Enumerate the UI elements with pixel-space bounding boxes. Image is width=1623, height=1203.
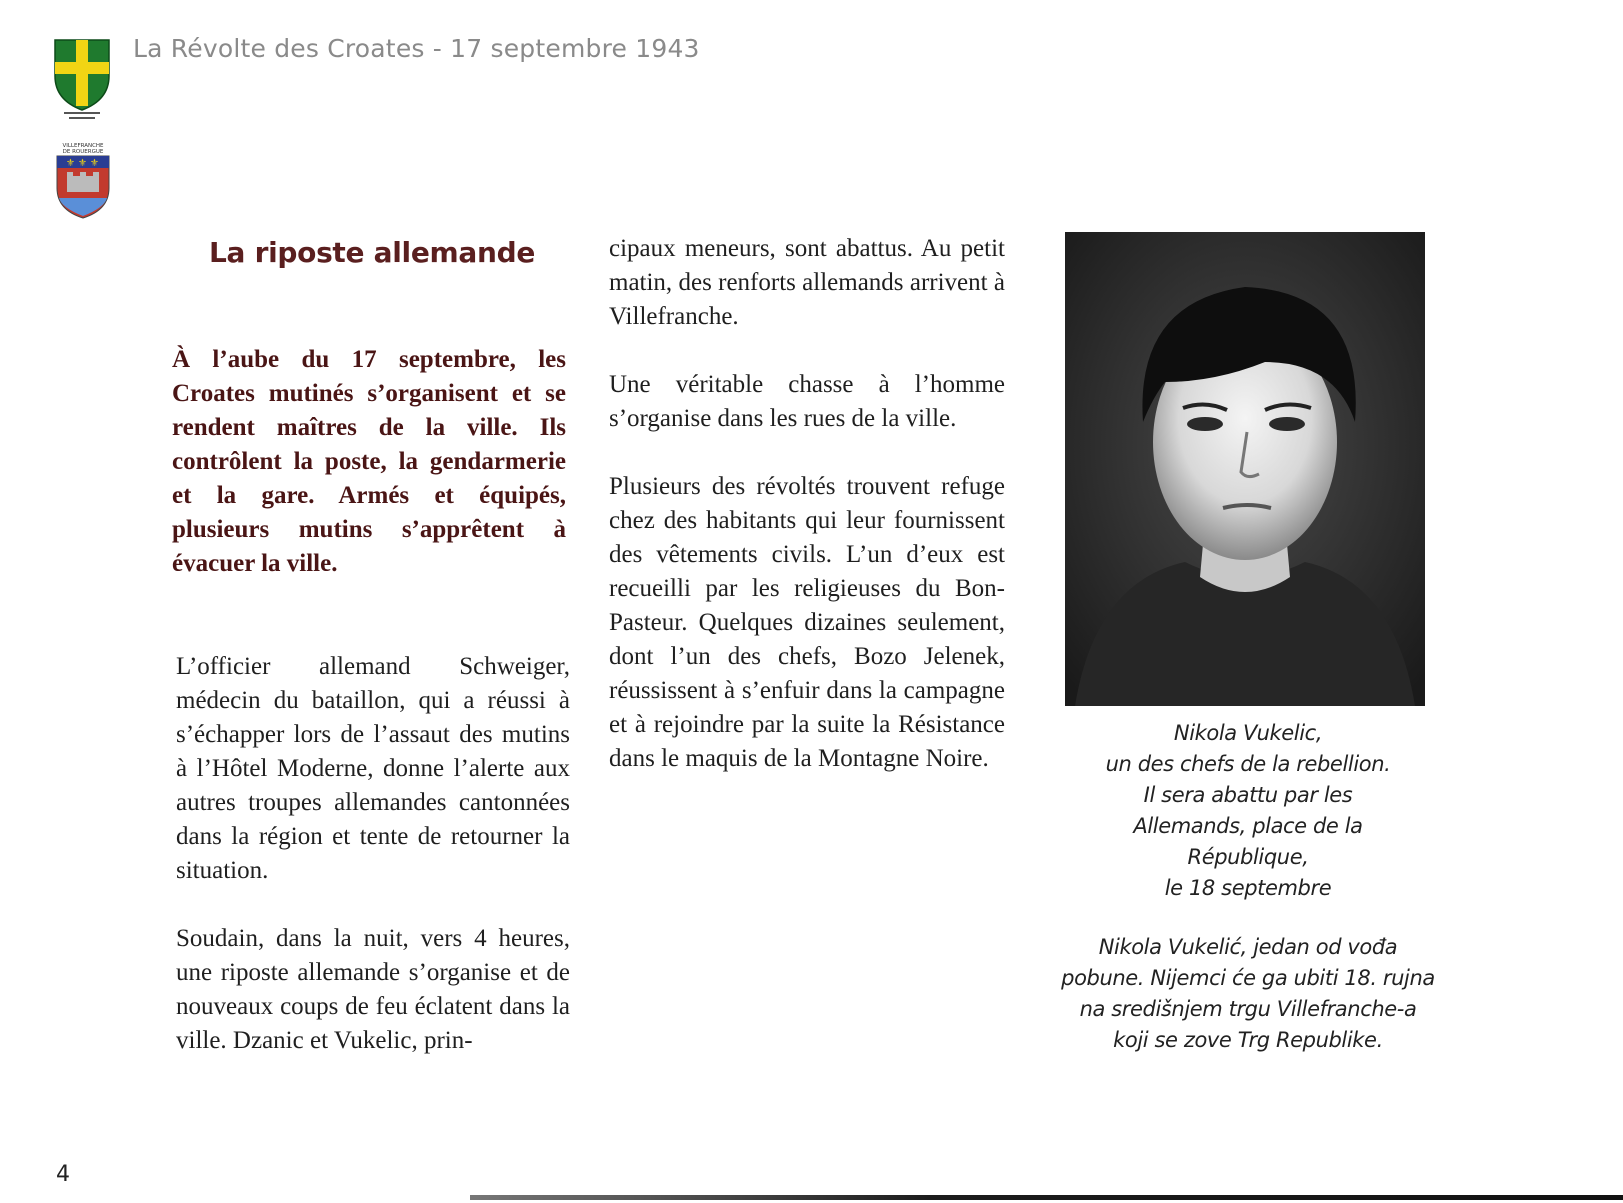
- page-header-title: La Révolte des Croates - 17 septembre 1943: [133, 34, 700, 63]
- caption-hr-line: koji se zove Trg Republike.: [1113, 1028, 1383, 1052]
- caption-fr-line: un des chefs de la rebellion.: [1105, 752, 1391, 776]
- paragraph-schweiger: L’officier allemand Schweiger, médecin du bataillon, qui a réussi à s’échapper lors de l’assaut des mutins à l’Hôtel Moderne, donne l’alerte aux autres troupes allemandes cantonnées dans la région et tente de retourner la situation.: [176, 653, 570, 884]
- paragraph-riposte-end: cipaux meneurs, sont abattus. Au petit matin, des renforts allemands arrivent à Villefranche.: [609, 235, 1005, 330]
- caption-hr-line: pobune. Nijemci će ga ubiti 18. rujna: [1061, 966, 1435, 990]
- intro-paragraph: [172, 343, 566, 581]
- section-heading: La riposte allemande: [209, 236, 536, 269]
- photo-caption: [1058, 718, 1438, 1056]
- paragraph-refuge: Plusieurs des révoltés trouvent refuge chez des habitants qui leur fournissent des vêtements civils. L’un d’eux est recueilli par les religieuses du Bon-Pasteur. Quelques dizaines seulement, dont l’un des chefs, Bozo Jelenek, réussissent à s’enfuir dans la campagne et à rejoindre par la suite la Résistance dans le maquis de la Montagne Noire.: [609, 473, 1005, 772]
- svg-text:⚜: ⚜: [78, 158, 87, 169]
- middle-column: [609, 232, 1005, 776]
- crest-label-line1: VILLEFRANCHE: [62, 143, 104, 149]
- caption-fr-line: Il sera abattu par les: [1143, 783, 1353, 807]
- svg-text:⚜: ⚜: [90, 158, 99, 169]
- crest-label-line2: DE ROUERGUE: [62, 149, 104, 155]
- bottom-rule: [470, 1195, 1623, 1200]
- caption-hr-line: Nikola Vukelić, jedan od vođa: [1098, 935, 1398, 959]
- caption-fr-line: le 18 septembre: [1164, 876, 1332, 900]
- paragraph-manhunt: Une véritable chasse à l’homme s’organise dans les rues de la ville.: [609, 371, 1005, 432]
- town-shield-icon: [54, 142, 112, 220]
- caption-hr-line: na središnjem trgu Villefranche-a: [1079, 997, 1417, 1021]
- svg-text:⚜: ⚜: [66, 158, 75, 169]
- portrait-photo: [1065, 232, 1425, 706]
- caption-fr-line: République,: [1187, 845, 1309, 869]
- caption-fr-line: Nikola Vukelic,: [1173, 721, 1323, 745]
- cross-shield-icon: [52, 38, 112, 122]
- paragraph-riposte-start: Soudain, dans la nuit, vers 4 heures, une riposte allemande s’organise et de nouveaux coups de feu éclatent dans la ville. Dzanic et Vukelic, prin-: [176, 925, 570, 1054]
- left-column: [176, 650, 570, 1058]
- intro-text: À l’aube du 17 septembre, les Croates mutinés s’organisent et se rendent maîtres de la ville. Ils contrôlent la poste, la gendarmerie et la gare. Armés et équipés, plusieurs mutins s’apprêtent à évacuer la ville.: [172, 346, 566, 577]
- caption-fr-line: Allemands, place de la: [1133, 814, 1363, 838]
- page-number: 4: [56, 1162, 70, 1187]
